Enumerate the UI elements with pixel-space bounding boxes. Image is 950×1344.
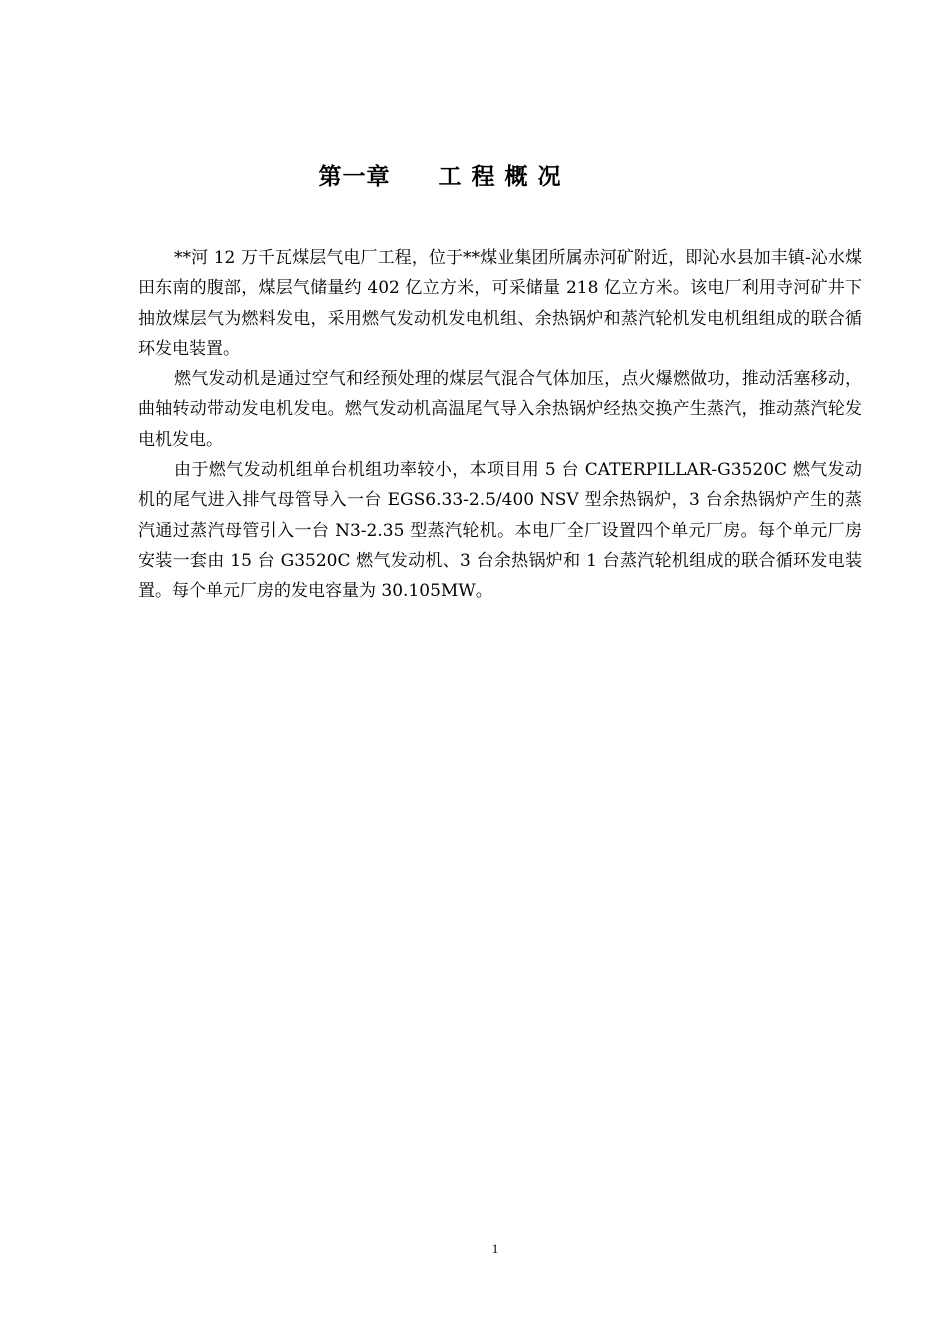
paragraph-project-location: **河 12 万千瓦煤层气电厂工程，位于**煤业集团所属赤河矿附近，即沁水县加丰镇-沁水煤田东南的腹部，煤层气储量约 402 亿立方米，可采储量 218 亿立方米。该电厂利用寺河矿井下抽放煤层气为燃料发电，采用燃气发动机发电机组、余热锅炉和蒸汽轮机发电机组组成的联合循环发电装置。 (138, 248, 862, 359)
page-number: 1 (491, 1241, 499, 1256)
paragraph-unit-configuration: 由于燃气发动机组单台机组功率较小，本项目用 5 台 CATERPILLAR-G3520C 燃气发动机的尾气进入排气母管导入一台 EGS6.33-2.5/400 NSV 型余热锅炉，3 台余热锅炉产生的蒸汽通过蒸汽母管引入一台 N3-2.35 型蒸汽轮机。本电厂全厂设置四个单元厂房。每个单元厂房安装一套由 15 台 G3520C 燃气发动机、3 台余热锅炉和 1 台蒸汽轮机组成的联合循环发电装置。每个单元厂房的发电容量为 30.105MW。 (138, 460, 862, 602)
paragraph-gas-engine-principle: 燃气发动机是通过空气和经预处理的煤层气混合气体加压，点火爆燃做功，推动活塞移动，曲轴转动带动发电机发电。燃气发动机高温尾气导入余热锅炉经热交换产生蒸汽，推动蒸汽轮发电机发电。 (138, 369, 862, 450)
chapter-title: 第一章 工 程 概 况 (318, 164, 562, 190)
body-text (138, 243, 862, 607)
